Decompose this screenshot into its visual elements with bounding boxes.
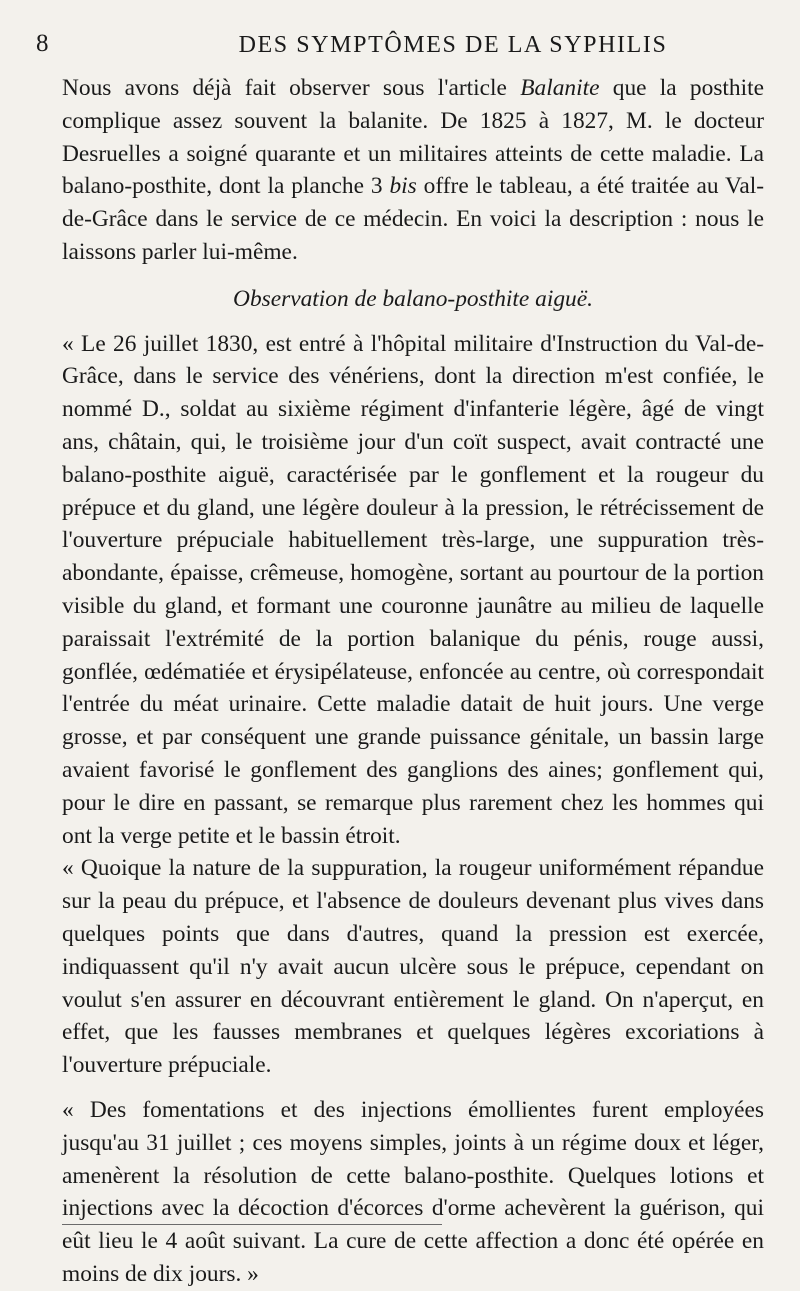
page-header [36, 26, 770, 60]
section-title: Observation de balano-posthite aiguë. [233, 285, 593, 312]
page-body [62, 72, 764, 1291]
intro-text-2: que la posthite complique assez souvent la balanite. De 1825 à 1827, M. le docteur Desruelles a soigné quarante et un militaires atteints de cette maladie. La balano-posthite, dont la planche 3 [62, 75, 764, 200]
observation-paragraph-1: « Le 26 juillet 1830, est entré à l'hôpital militaire d'Instruction du Val-de-Grâce, dans le service des vénériens, dont la direction m'est confiée, le nommé D., soldat au sixième régiment d'infanterie légère, âgé de vingt ans, châtain, qui, le troisième jour d'un coït suspect, avait contracté une balano-posthite aiguë, caractérisée par le gonflement et la rougeur du prépuce et du gland, une légère douleur à la pression, le rétrécissement de l'ouverture prépuciale habituellement très-large, une suppuration très-abondante, épaisse, crêmeuse, homogène, sortant au pourtour de la portion visible du gland, et formant une couronne jaunâtre au milieu de laquelle paraissait l'extrémité de la portion balanique du pénis, rouge aussi, gonflée, œdématiée et érysipélateuse, enfoncée au centre, où correspondait l'entrée du méat urinaire. Cette maladie datait de huit jours. Une verge grosse, et par conséquent une grande puissance génitale, un bassin large avaient favorisé le gonflement des ganglions des aines; gonflement qui, pour le dire en passant, se remarque plus rarement chez les hommes qui ont la verge petite et le bassin étroit. [62, 330, 764, 849]
intro-text-3: offre le tableau, a été traitée au Val-de-Grâce dans le service de ce médecin. En voici la description : nous le laissons parler lui-même. [62, 173, 765, 265]
page-number: 8 [36, 30, 49, 57]
intro-paragraph [62, 72, 764, 269]
footnote-rule [62, 1224, 442, 1225]
observation-paragraph-2: « Quoique la nature de la suppuration, la rougeur uniformément répandue sur la peau du prépuce, et l'absence de douleurs devenant plus vives dans quelques points que dans d'autres, quand la pression est exercée, indiquassent qu'il n'y avait aucun ulcère sous le prépuce, cependant on voulut s'en assurer en découvrant entièrement le gland. On n'aperçut, en effet, que les fausses membranes et quelques légères excoriations à l'ouverture prépuciale. [62, 855, 764, 1079]
paragraph-gap [62, 1082, 764, 1094]
intro-emphasis-bis: bis [389, 173, 417, 200]
intro-text-1: Nous avons déjà fait observer sous l'article [62, 75, 521, 101]
running-title: DES SYMPTÔMES DE LA SYPHILIS [238, 32, 668, 58]
observation-paragraph-3: « Des fomentations et des injections émollientes furent employées jusqu'au 31 juillet ; ces moyens simples, joints à un régime doux et léger, amenèrent la résolution de cette balano-posthite. Quelques lotions et injections avec la décoction d'écorces d'orme achevèrent la guérison, qui eût lieu le 4 août suivant. La cure de cette affection a donc été opérée en moins de dix jours. » [62, 1096, 764, 1287]
intro-emphasis-balanite: Balanite [520, 75, 600, 101]
